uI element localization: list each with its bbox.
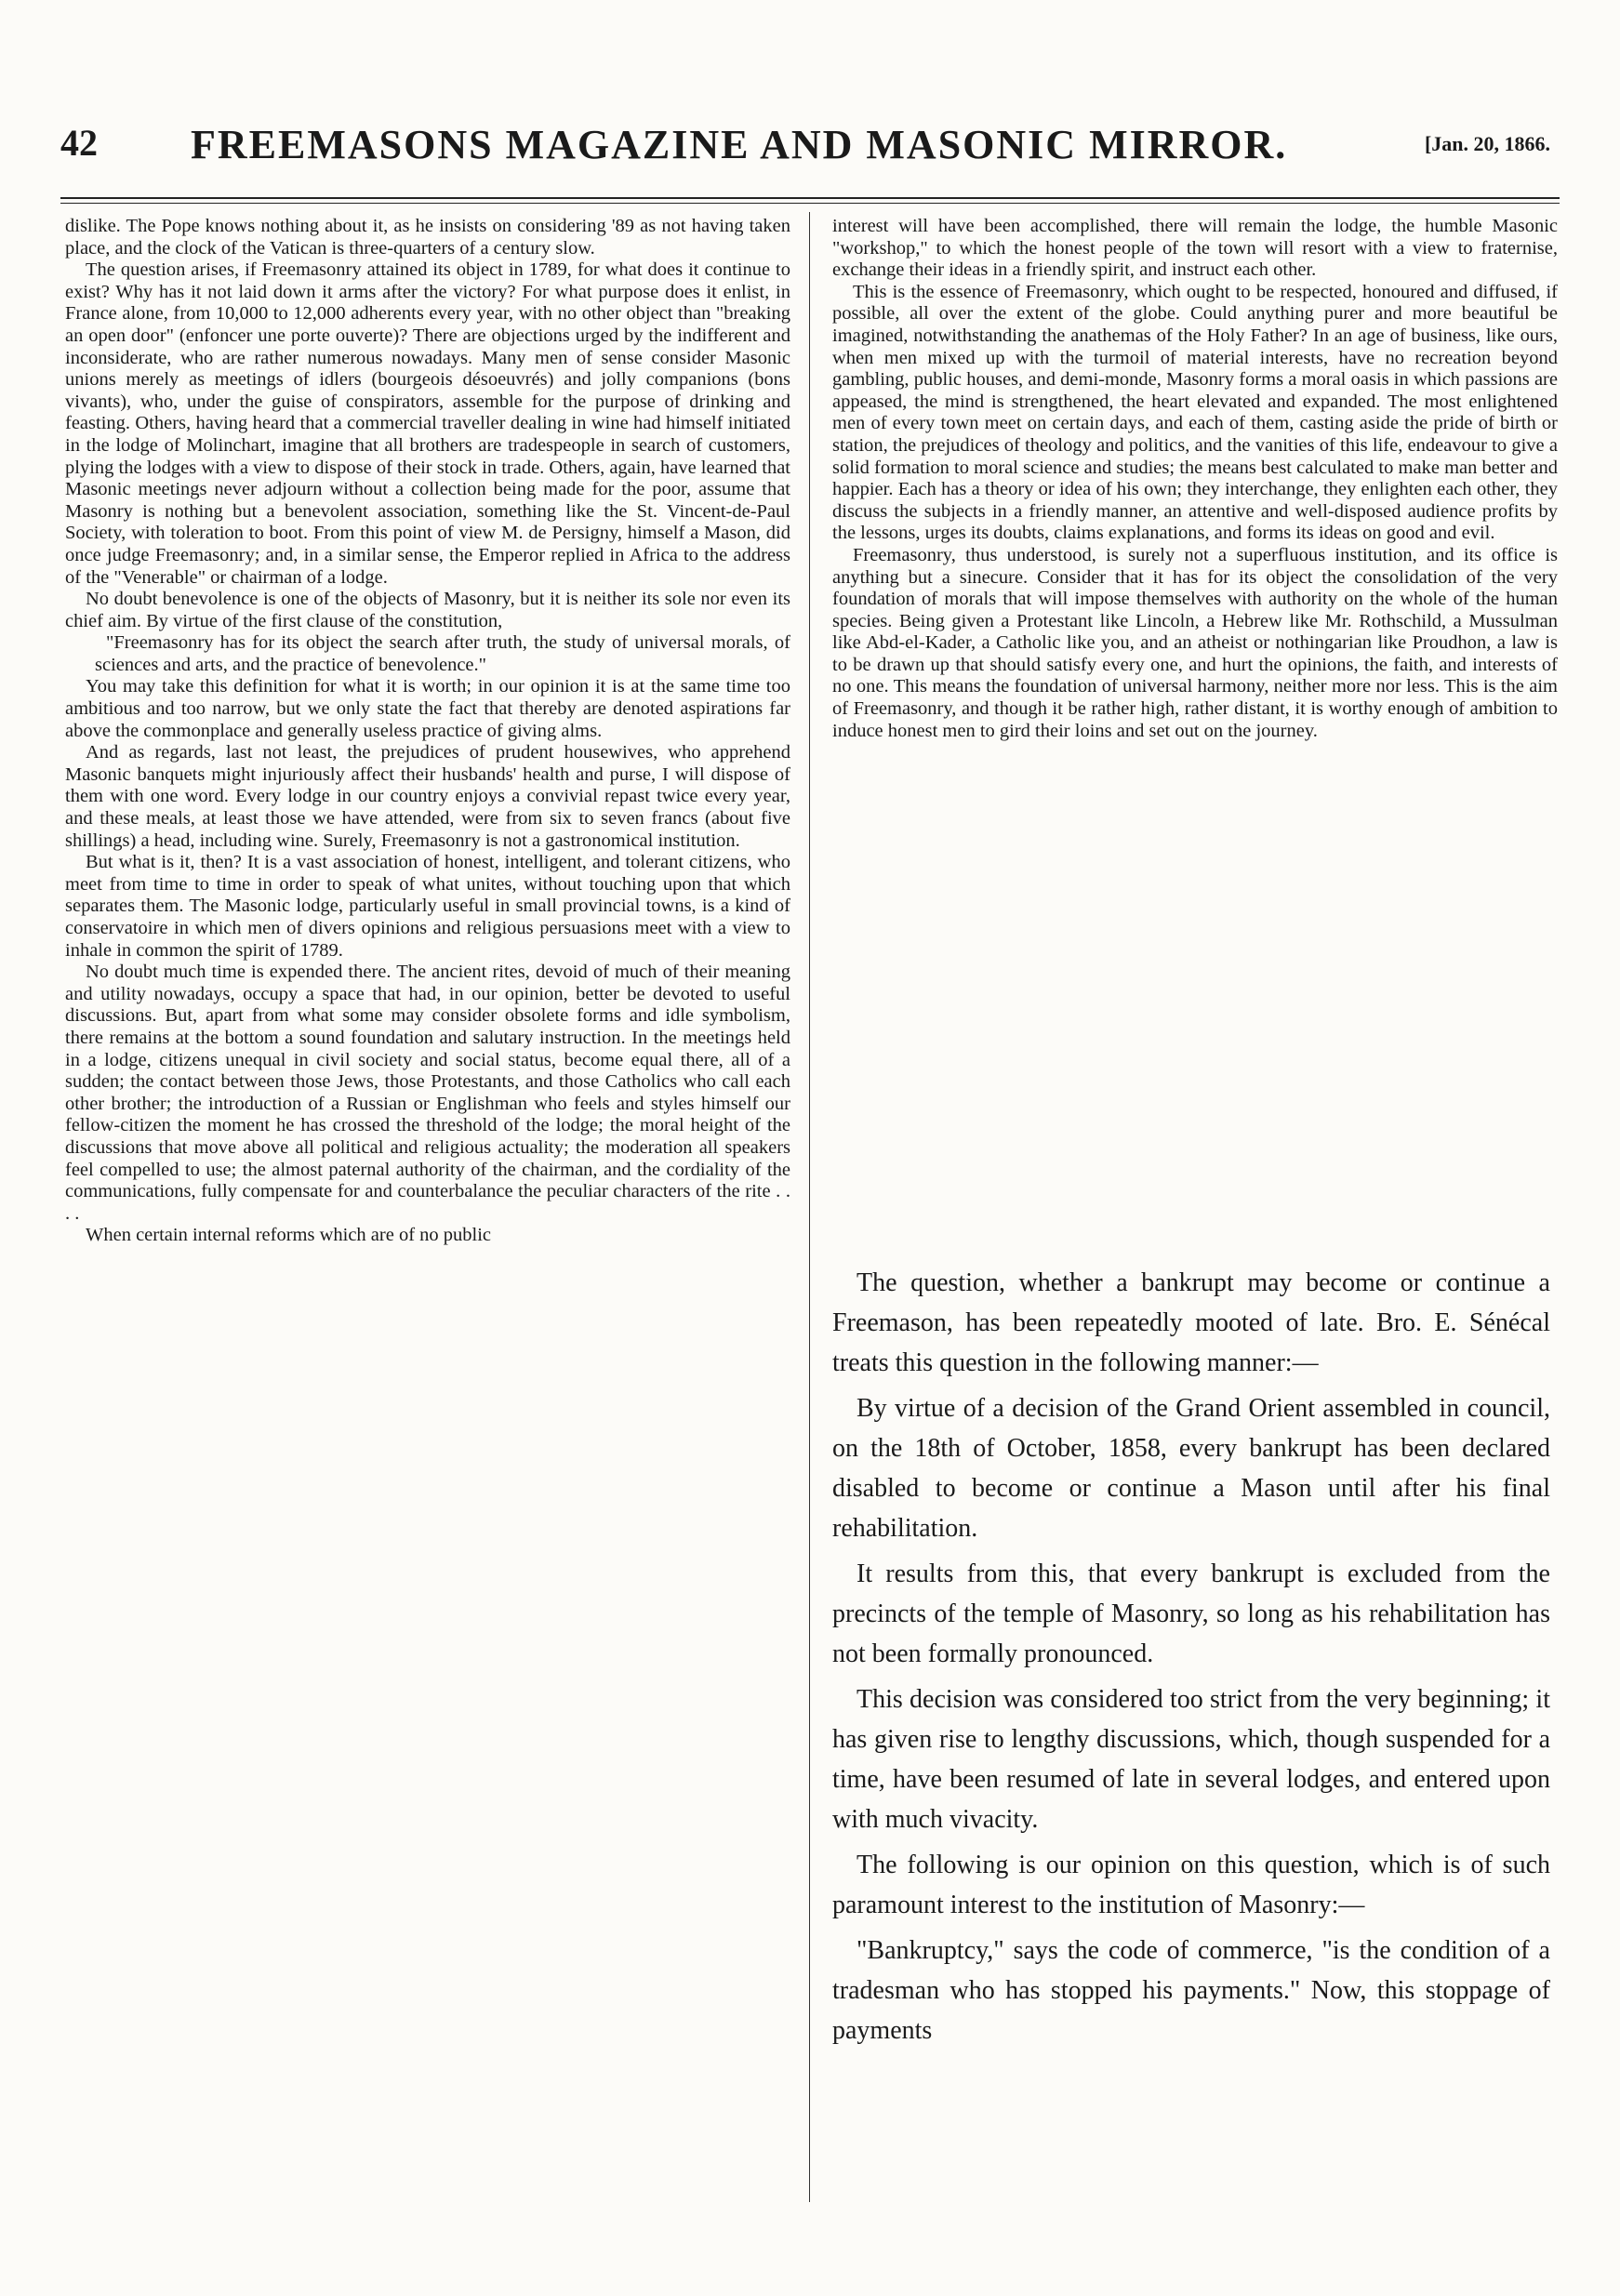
paragraph: This is the essence of Freemasonry, which ought to be respected, honoured and diffused, if possible, all over the extent of the globe. Could anything purer and more beautiful be imagined, notwithstanding the anathemas of the Holy Father? In an age of business, like ours, when men mixed up with the turmoil of material interests, have no recreation beyond gambling, public houses, and demi-monde, Masonry forms a moral oasis in which passions are appeased, the mind is strengthened, the heart elevated and expanded. The most enlightened men of every town meet on certain days, and each of them, casting aside the pride of birth or station, the prejudices of theology and politics, and the vanities of this life, endeavour to give a solid formation to moral science and studies; the means best calculated to make man better and happier. Each has a theory or idea of his own; they interchange, they enlighten each other, they discuss the subjects in a friendly manner, an attentive and well-disposed audience profits by the lessons, urges its doubts, claims explanations, and forms its ideas on good and evil. (832, 281, 1558, 544)
column-divider (809, 212, 810, 2202)
page-number: 42 (60, 122, 98, 164)
header-rule (60, 197, 1560, 199)
paragraph: But what is it, then? It is a vast association of honest, intelligent, and tolerant citizens, who meet from time to time in order to speak of what unites, without touching upon that which separates them. The Masonic lodge, particularly useful in small provincial towns, is a kind of conservatoire in which men of divers opinions and religious persuasions meet with a view to inhale in common the spirit of 1789. (65, 852, 790, 961)
quotation: "Freemasonry has for its object the search after truth, the study of universal morals, of sciences and arts, and the practice of benevolence." (95, 632, 790, 675)
paragraph: Freemasonry, thus understood, is surely not a superfluous institution, and its office is anything but a sinecure. Consider that it has for its object the consolidation of the very foundation of morals that will impose themselves with authority on the whole of the human species. Being given a Protestant like Lincoln, a Hebrew like Mr. Rothschild, a Mussulman like Abd-el-Kader, a Catholic like you, and an atheist or nothingarian like Proudhon, a law is to be drawn up that should satisfy every one, and hurt the opinions, the faith, and interests of no one. This means the foundation of universal harmony, neither more nor less. This is the aim of Freemasonry, and though it be rather high, rather distant, it is worthy enough of ambition to induce honest men to gird their loins and set out on the journey. (832, 544, 1558, 741)
paragraph: You may take this definition for what it is worth; in our opinion it is at the same time too ambitious and too narrow, but we only state the fact that thereby are denoted aspirations far above the commonplace and generally useless practice of giving alms. (65, 676, 790, 741)
paragraph: dislike. The Pope knows nothing about it, as he insists on considering '89 as not having taken place, and the clock of the Vatican is three-quarters of a century slow. (65, 216, 790, 259)
paragraph: "Bankruptcy," says the code of commerce, "is the condition of a tradesman who has stopped his payments." Now, this stoppage of payments (832, 1936, 1550, 2045)
paragraph: By virtue of a decision of the Grand Orient assembled in council, on the 18th of October, 1858, every bankrupt has been declared disabled to become or continue a Mason until after his final rehabilitation. (832, 1394, 1550, 1543)
left-column (65, 216, 790, 2178)
paragraph: No doubt benevolence is one of the objects of Masonry, but it is neither its sole nor even its chief aim. By virtue of the first clause of the constitution, (65, 589, 790, 631)
issue-date: [Jan. 20, 1866. (1424, 132, 1550, 155)
bankruptcy-article (832, 1263, 1550, 2193)
page-header (60, 121, 1560, 186)
masthead-title: FREEMASONS MAGAZINE AND MASONIC MIRROR. (191, 122, 1288, 167)
paragraph: The question arises, if Freemasonry attained its object in 1789, for what does it continue to exist? Why has it not laid down it arms after the victory? For what purpose does it enlist, in France alone, from 10,000 to 12,000 adherents every year, with no other object than "breaking an open door" (enfoncer une porte ouverte)? There are objections urged by the indifferent and inconsiderate, who are rather numerous nowadays. Many men of sense consider Masonic unions merely as meetings of idlers (bourgeois désoeuvrés) and jolly companions (bons vivants), who, under the guise of conspirators, assemble for the purpose of drinking and feasting. Others, having heard that a commercial traveller dealing in wine had himself initiated in the lodge of Molinchart, imagine that all brothers are tradespeople in search of customers, plying the lodges with a view to dispose of their stock in trade. Others, again, have learned that Masonic meetings never adjourn without a collection being made for the poor, assume that Masonry is nothing but a benevolent association, something like the St. Vincent-de-Paul Society, with toleration to boot. From this point of view M. de Persigny, himself a Mason, did once judge Freemasonry; and, in a similar sense, the Emperor replied in Africa to the address of the "Venerable" or chairman of a lodge. (65, 259, 790, 588)
paragraph: interest will have been accomplished, there will remain the lodge, the humble Masonic "workshop," to which the honest people of the town will resort with a view to fraternise, exchange their ideas in a friendly spirit, and instruct each other. (832, 216, 1558, 281)
paragraph: When certain internal reforms which are of no public (86, 1225, 492, 1246)
header-rule-thin (60, 203, 1560, 204)
paragraph: The following is our opinion on this question, which is of such paramount interest to the institution of Masonry:— (832, 1851, 1550, 1919)
right-column (832, 216, 1558, 742)
paragraph: This decision was considered too strict from the very beginning; it has given rise to lengthy discussions, which, though suspended for a time, have been resumed of late in several lodges, and entered upon with much vivacity. (832, 1685, 1550, 1834)
paragraph: No doubt much time is expended there. The ancient rites, devoid of much of their meaning and utility nowadays, occupy a space that had, in our opinion, better be devoted to useful discussions. But, apart from what some may consider obsolete forms and idle symbolism, there remains at the bottom a sound foundation and salutary instruction. In the meetings held in a lodge, citizens unequal in civil society and social status, become equal there, all of a sudden; the contact between those Jews, those Protestants, and those Catholics who call each other brother; the introduction of a Russian or Englishman who feels and styles himself our fellow-citizen the moment he has crossed the threshold of the lodge; the moral height of the discussions that move above all political and religious actuality; the moderation all speakers feel compelled to use; the almost paternal authority of the chairman, and the cordiality of the communications, fully compensate for and counterbalance the peculiar characters of the rite . . . . (65, 962, 790, 1224)
paragraph: The question, whether a bankrupt may become or continue a Freemason, has been repeatedly mooted of late. Bro. E. Sénécal treats this question in the following manner:— (832, 1268, 1550, 1377)
paragraph: And as regards, last not least, the prejudices of prudent housewives, who apprehend Masonic banquets might injuriously affect their husbands' health and purse, I will dispose of them with one word. Every lodge in our country enjoys a convivial repast twice every year, and these meals, at least those we have attended, were from six to seven francs (about five shillings) a head, including wine. Surely, Freemasonry is not a gastronomical institution. (65, 742, 790, 851)
paragraph: It results from this, that every bankrupt is excluded from the precincts of the temple of Masonry, so long as his rehabilitation has not been formally pronounced. (832, 1559, 1550, 1668)
